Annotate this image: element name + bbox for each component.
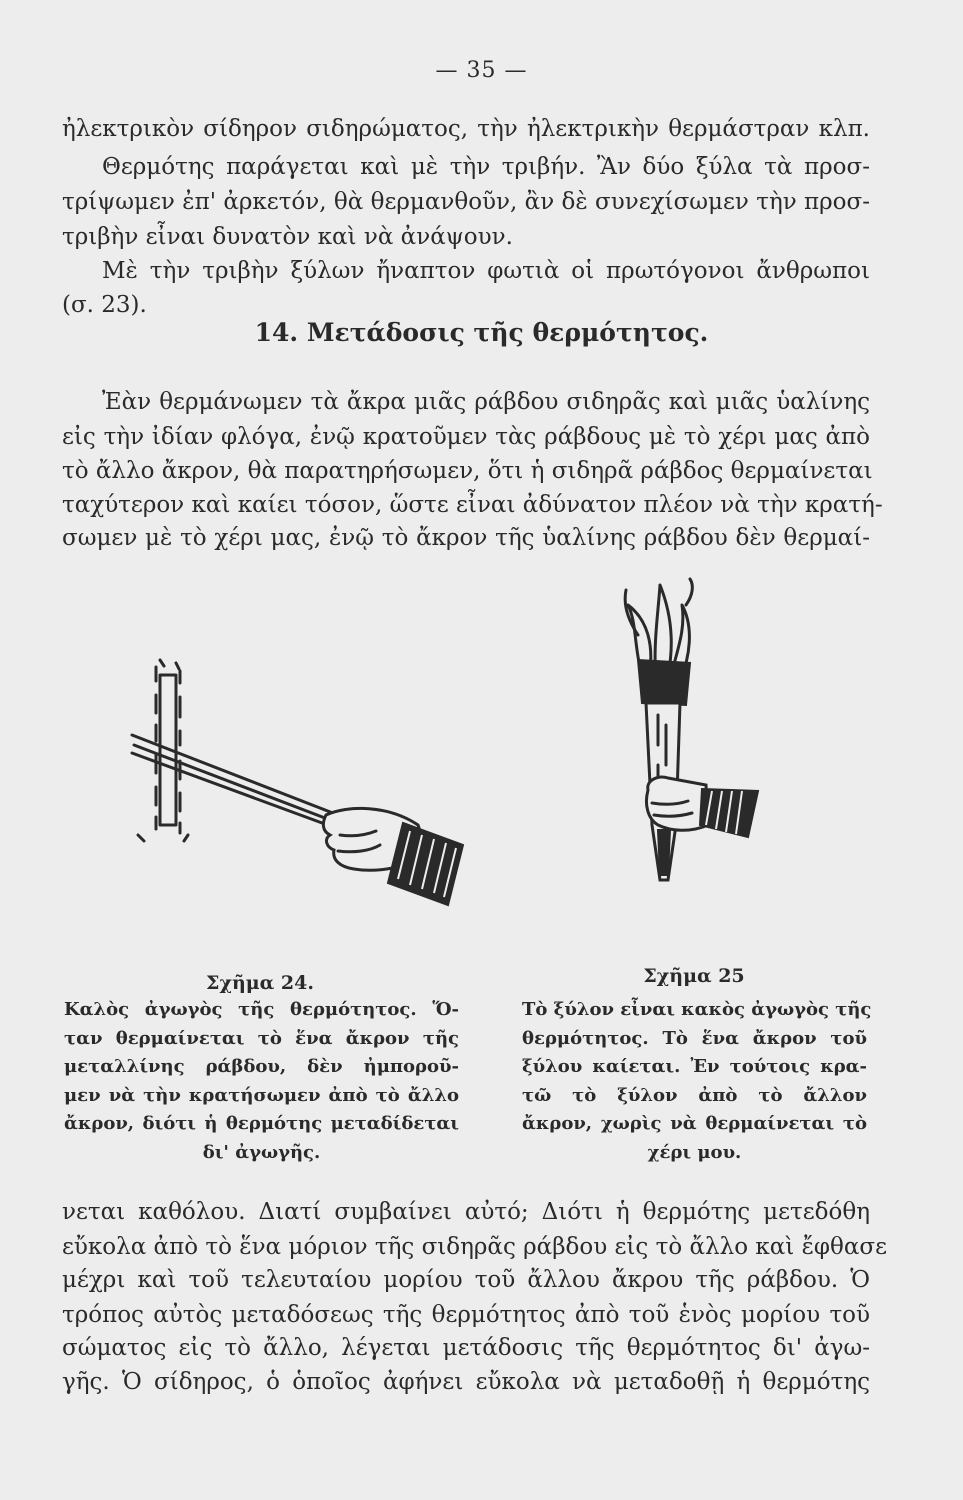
text-line: μέχρι καὶ τοῦ τελευταίου μορίου τοῦ ἄλλου ἄκρου τῆς ράβδου. Ὁ [62, 1267, 870, 1293]
figure-25-caption [522, 996, 872, 1167]
text-line: Ἐὰν θερμάνωμεν τὰ ἄκρα μιᾶς ράβδου σιδηρᾶς καὶ μιᾶς ὑαλίνης [102, 389, 870, 415]
figure-24-title: Σχῆμα 24. [206, 972, 314, 994]
figure-24-caption [64, 996, 459, 1167]
text-line: ἠλεκτρικὸν σίδηρον σιδηρώματος, τὴν ἠλεκτρικὴν θερμάστραν κλπ. [62, 116, 870, 142]
text-line: τρόπος αὐτὸς μεταδόσεως τῆς θερμότητος ἀπὸ τοῦ ἑνὸς μορίου τοῦ [62, 1302, 870, 1328]
caption-line: χέρι μου. [647, 1141, 742, 1163]
text-line: σωμεν μὲ τὸ χέρι μας, ἐνῷ τὸ ἄκρον τῆς ὑαλίνης ράβδου δὲν θερμαί- [62, 525, 870, 551]
caption-line: ξύλου καίεται. Ἐν τούτοις κρα- [522, 1056, 867, 1077]
text-line: τριβὴν εἶναι δυνατὸν καὶ νὰ ἀνάψουν. [62, 224, 513, 250]
figure-25-title: Σχῆμα 25 [643, 965, 745, 987]
section-heading: 14. Μετάδοσις τῆς θερμότητος. [254, 318, 709, 347]
caption-line: μεν νὰ τὴν κρατήσωμεν ἀπὸ τὸ ἄλλο [64, 1084, 459, 1106]
text-line: γῆς. Ὁ σίδηρος, ὁ ὁποῖος ἀφήνει εὔκολα νὰ μεταδοθῇ ἡ θερμότης [62, 1369, 870, 1395]
caption-line: ταν θερμαίνεται τὸ ἕνα ἄκρον τῆς [64, 1027, 459, 1049]
figure-24-metal-rod-illustration [118, 655, 473, 910]
text-line: τρίψωμεν ἐπ' ἀρκετόν, θὰ θερμανθοῦν, ἂν δὲ συνεχίσωμεν τὴν προσ- [62, 189, 870, 215]
figure-25-wooden-stick-illustration [598, 575, 868, 910]
caption-line: Καλὸς ἀγωγὸς τῆς θερμότητος. Ὅ- [64, 999, 459, 1020]
text-line: Θερμότης παράγεται καὶ μὲ τὴν τριβήν. Ἂν δύο ξύλα τὰ προσ- [102, 154, 870, 180]
caption-line: μεταλλίνης ράβδου, δὲν ἠμποροῦ- [64, 1056, 459, 1077]
text-line: τὸ ἄλλο ἄκρον, θὰ παρατηρήσωμεν, ὅτι ἡ σιδηρᾶ ράβδος θερμαίνεται [62, 458, 873, 484]
caption-line: ἄκρον, χωρὶς νὰ θερμαίνεται τὸ [522, 1113, 867, 1134]
text-line: (σ. 23). [62, 292, 147, 318]
text-line: Μὲ τὴν τριβὴν ξύλων ἤναπτον φωτιὰ οἱ πρωτόγονοι ἄνθρωποι [102, 258, 870, 284]
text-line: εἰς τὴν ἰδίαν φλόγα, ἐνῷ κρατοῦμεν τὰς ράβδους μὲ τὸ χέρι μας ἀπὸ [62, 424, 870, 450]
text-line: σώματος εἰς τὸ ἄλλο, λέγεται μετάδοσις τῆς θερμότητος δι' ἀγω- [62, 1335, 870, 1361]
caption-line: τῶ τὸ ξύλον ἀπὸ τὸ ἄλλον [522, 1084, 867, 1106]
caption-line: θερμότητος. Τὸ ἕνα ἄκρον τοῦ [522, 1027, 867, 1049]
page-number: — 35 — [435, 58, 528, 83]
text-line: νεται καθόλου. Διατί συμβαίνει αὐτό; Διότι ἡ θερμότης μετεδόθη [62, 1199, 870, 1225]
caption-line: δι' ἀγωγῆς. [202, 1141, 321, 1163]
text-line: ταχύτερον καὶ καίει τόσον, ὥστε εἶναι ἀδύνατον πλέον νὰ τὴν κρατή- [62, 492, 883, 518]
caption-line: ἄκρον, διότι ἡ θερμότης μεταδίδεται [64, 1113, 459, 1134]
caption-line: Τὸ ξύλον εἶναι κακὸς ἀγωγὸς τῆς [522, 999, 872, 1020]
text-line: εὔκολα ἀπὸ τὸ ἕνα μόριον τῆς σιδηρᾶς ράβδου εἰς τὸ ἄλλο καὶ ἔφθασε [62, 1234, 888, 1260]
